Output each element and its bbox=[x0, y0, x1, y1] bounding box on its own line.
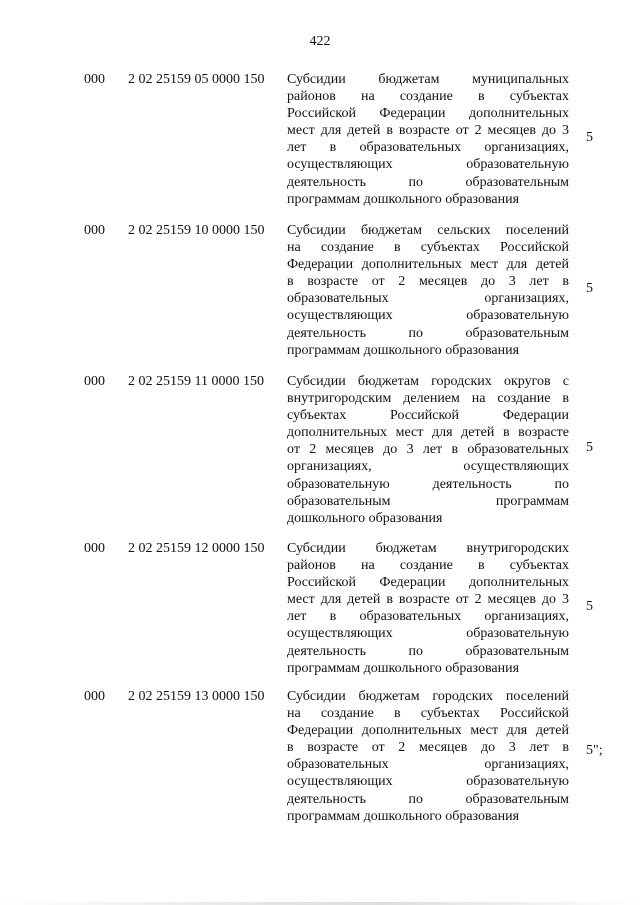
admin-code: 000 bbox=[84, 374, 105, 389]
description-line: на создание в субъектах Российской bbox=[287, 240, 569, 256]
description-line: организациях, осуществляющих bbox=[287, 459, 569, 475]
description-line: Субсидии бюджетам городских округов с bbox=[287, 374, 569, 389]
description-line: субъектах Российской Федерации bbox=[287, 408, 569, 424]
norm-percent: 5 bbox=[586, 599, 593, 614]
admin-code: 000 bbox=[84, 72, 105, 87]
description-line: в возрасте от 2 месяцев до 3 лет в bbox=[287, 274, 569, 290]
budget-classification-code: 2 02 25159 05 0000 150 bbox=[128, 72, 265, 87]
income-description bbox=[287, 373, 569, 527]
norm-percent: 5"; bbox=[586, 743, 603, 758]
description-line: Федерации дополнительных мест для детей bbox=[287, 257, 569, 273]
description-line: осуществляющих образовательную bbox=[287, 308, 569, 324]
admin-code: 000 bbox=[84, 689, 105, 704]
description-line: осуществляющих образовательную bbox=[287, 774, 569, 790]
description-line: образовательных организациях, bbox=[287, 757, 569, 773]
description-line: программам дошкольного образования bbox=[287, 342, 520, 358]
description-line: образовательную деятельность по bbox=[287, 476, 569, 492]
description-line: на создание в субъектах Российской bbox=[287, 706, 569, 722]
description-line: Субсидии бюджетам внутригородских bbox=[287, 541, 569, 556]
budget-classification-code: 2 02 25159 10 0000 150 bbox=[128, 223, 265, 238]
description-line: районов на создание в субъектах bbox=[287, 558, 569, 574]
income-description bbox=[287, 688, 569, 825]
description-line: деятельность по образовательным bbox=[287, 174, 569, 190]
norm-percent: 5 bbox=[586, 440, 593, 455]
description-line: в возрасте от 2 месяцев до 3 лет в bbox=[287, 740, 569, 756]
description-line: лет в образовательных организациях, bbox=[287, 609, 569, 625]
description-line: мест для детей в возрасте от 2 месяцев до 3 bbox=[287, 123, 569, 139]
income-description bbox=[287, 71, 569, 208]
description-line: от 2 месяцев до 3 лет в образовательных bbox=[287, 442, 569, 458]
budget-classification-code: 2 02 25159 12 0000 150 bbox=[128, 541, 265, 556]
description-line: мест для детей в возрасте от 2 месяцев до 3 bbox=[287, 592, 569, 608]
description-line: районов на создание в субъектах bbox=[287, 89, 569, 105]
admin-code: 000 bbox=[84, 223, 105, 238]
income-description bbox=[287, 540, 569, 677]
admin-code: 000 bbox=[84, 541, 105, 556]
budget-classification-code: 2 02 25159 11 0000 150 bbox=[128, 374, 264, 389]
description-line: образовательных организациях, bbox=[287, 291, 569, 307]
description-line: Субсидии бюджетам муниципальных bbox=[287, 72, 569, 87]
income-description bbox=[287, 222, 569, 359]
description-line: Российской Федерации дополнительных bbox=[287, 106, 569, 122]
description-line: программам дошкольного образования bbox=[287, 660, 520, 676]
description-line: Субсидии бюджетам сельских поселений bbox=[287, 223, 569, 238]
norm-percent: 5 bbox=[586, 130, 593, 145]
description-line: Субсидии бюджетам городских поселений bbox=[287, 689, 569, 704]
page-number: 422 bbox=[309, 34, 331, 49]
description-line: образовательным программам bbox=[287, 493, 569, 509]
description-line: деятельность по образовательным bbox=[287, 791, 569, 807]
description-line: лет в образовательных организациях, bbox=[287, 140, 569, 156]
description-line: дополнительных мест для детей в возрасте bbox=[287, 425, 569, 441]
description-line: Российской Федерации дополнительных bbox=[287, 575, 569, 591]
description-line: деятельность по образовательным bbox=[287, 325, 569, 341]
description-line: Федерации дополнительных мест для детей bbox=[287, 723, 569, 739]
description-line: программам дошкольного образования bbox=[287, 808, 520, 824]
budget-classification-code: 2 02 25159 13 0000 150 bbox=[128, 689, 265, 704]
description-line: программам дошкольного образования bbox=[287, 191, 520, 207]
description-line: внутригородским делением на создание в bbox=[287, 391, 569, 407]
norm-percent: 5 bbox=[586, 281, 593, 296]
description-line: осуществляющих образовательную bbox=[287, 626, 569, 642]
description-line: деятельность по образовательным bbox=[287, 643, 569, 659]
description-line: осуществляющих образовательную bbox=[287, 157, 569, 173]
description-line: дошкольного образования bbox=[287, 510, 443, 526]
